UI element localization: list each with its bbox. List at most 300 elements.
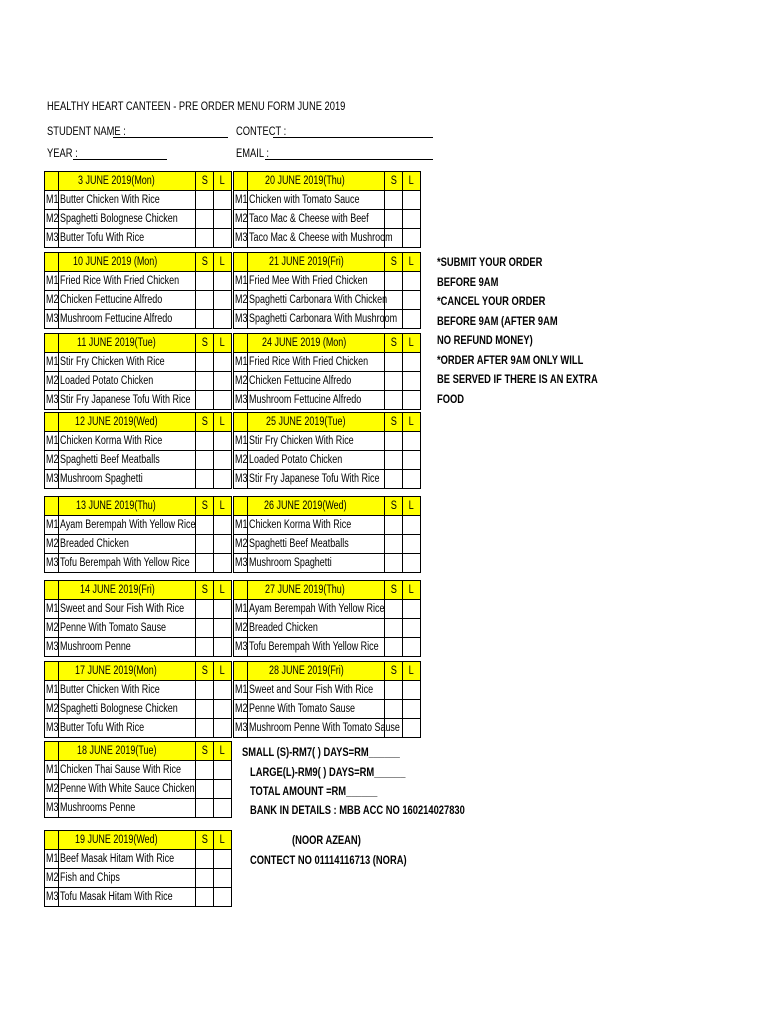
menu-item-name: Chicken Fettucine Alfredo xyxy=(248,372,385,391)
menu-item-name: Taco Mac & Cheese with Beef xyxy=(248,210,385,229)
menu-item-row xyxy=(45,600,232,619)
menu-item-row xyxy=(234,719,421,738)
payment-total: TOTAL AMOUNT =RM______ xyxy=(250,784,378,798)
small-qty-cell[interactable] xyxy=(196,780,214,799)
day-header-row xyxy=(234,662,421,681)
small-qty-cell[interactable] xyxy=(385,638,403,657)
large-qty-cell[interactable] xyxy=(403,700,421,719)
small-qty-cell[interactable] xyxy=(196,869,214,888)
size-large-header: L xyxy=(214,831,232,850)
small-qty-cell[interactable] xyxy=(196,210,214,229)
large-qty-cell[interactable] xyxy=(214,799,232,818)
small-qty-cell[interactable] xyxy=(196,272,214,291)
menu-table xyxy=(233,496,421,573)
menu-code: M3 xyxy=(45,310,59,329)
small-qty-cell[interactable] xyxy=(385,353,403,372)
menu-item-name: Loaded Potato Chicken xyxy=(248,451,385,470)
day-date: 27 JUNE 2019(Thu) xyxy=(248,581,385,600)
note-line: *SUBMIT YOUR ORDER xyxy=(437,255,543,269)
menu-code: M3 xyxy=(234,391,248,410)
menu-item-name: Sweet and Sour Fish With Rice xyxy=(248,681,385,700)
menu-item-name: Mushroom Spaghetti xyxy=(59,470,196,489)
menu-item-name: Fried Rice With Fried Chicken xyxy=(248,353,385,372)
large-qty-cell[interactable] xyxy=(214,600,232,619)
menu-code: M1 xyxy=(45,432,59,451)
menu-code: M3 xyxy=(45,888,59,907)
size-large-header: L xyxy=(214,172,232,191)
large-qty-cell[interactable] xyxy=(214,888,232,907)
menu-table xyxy=(44,333,232,410)
menu-item-row xyxy=(45,432,232,451)
small-qty-cell[interactable] xyxy=(196,850,214,869)
size-large-header: L xyxy=(214,413,232,432)
small-qty-cell[interactable] xyxy=(196,310,214,329)
large-qty-cell[interactable] xyxy=(403,391,421,410)
menu-item-row xyxy=(234,272,421,291)
form-title: HEALTHY HEART CANTEEN - PRE ORDER MENU FORM JUNE 2019 xyxy=(47,99,346,113)
code-cell xyxy=(234,413,248,432)
size-large-header: L xyxy=(403,253,421,272)
size-large-header: L xyxy=(214,662,232,681)
large-qty-cell[interactable] xyxy=(403,516,421,535)
day-header-row xyxy=(45,497,232,516)
code-cell xyxy=(45,413,59,432)
menu-table xyxy=(233,661,421,738)
menu-item-name: Beef Masak Hitam With Rice xyxy=(59,850,196,869)
menu-code: M1 xyxy=(234,516,248,535)
menu-item-row xyxy=(45,888,232,907)
note-line: FOOD xyxy=(437,391,465,406)
small-qty-cell[interactable] xyxy=(385,451,403,470)
menu-item-row xyxy=(45,869,232,888)
menu-item-name: Stir Fry Chicken With Rice xyxy=(59,353,196,372)
menu-item-row xyxy=(45,761,232,780)
menu-item-name: Mushroom Penne With Tomato Sause xyxy=(248,719,385,738)
menu-item-row xyxy=(45,554,232,573)
large-qty-cell[interactable] xyxy=(214,554,232,573)
large-qty-cell[interactable] xyxy=(214,310,232,329)
menu-item-row xyxy=(45,535,232,554)
small-qty-cell[interactable] xyxy=(385,210,403,229)
large-qty-cell[interactable] xyxy=(403,191,421,210)
menu-item-name: Ayam Berempah With Yellow Rice xyxy=(248,600,385,619)
size-large-header: L xyxy=(403,581,421,600)
small-qty-cell[interactable] xyxy=(196,372,214,391)
day-date: 26 JUNE 2019(Wed) xyxy=(248,497,385,516)
small-qty-cell[interactable] xyxy=(196,888,214,907)
size-small-header: S xyxy=(385,253,403,272)
menu-item-name: Penne With Tomato Sause xyxy=(248,700,385,719)
size-small-header: S xyxy=(196,831,214,850)
menu-item-name: Breaded Chicken xyxy=(59,535,196,554)
menu-item-name: Fried Rice With Fried Chicken xyxy=(59,272,196,291)
menu-table xyxy=(233,580,421,657)
menu-item-row xyxy=(234,372,421,391)
year-field[interactable] xyxy=(73,159,167,160)
large-qty-cell[interactable] xyxy=(214,700,232,719)
menu-table xyxy=(44,252,232,329)
small-qty-cell[interactable] xyxy=(385,272,403,291)
small-qty-cell[interactable] xyxy=(385,291,403,310)
day-date: 18 JUNE 2019(Tue) xyxy=(59,742,196,761)
large-qty-cell[interactable] xyxy=(214,535,232,554)
menu-code: M3 xyxy=(45,554,59,573)
code-cell xyxy=(234,662,248,681)
day-header-row xyxy=(234,581,421,600)
menu-item-name: Spaghetti Bolognese Chicken xyxy=(59,700,196,719)
small-qty-cell[interactable] xyxy=(196,291,214,310)
size-large-header: L xyxy=(214,742,232,761)
day-header-row xyxy=(45,742,232,761)
small-qty-cell[interactable] xyxy=(196,535,214,554)
day-date: 24 JUNE 2019 (Mon) xyxy=(248,334,385,353)
payment-large: LARGE(L)-RM9( ) DAYS=RM______ xyxy=(250,765,406,779)
menu-item-name: Tofu Berempah With Yellow Rice xyxy=(248,638,385,657)
large-qty-cell[interactable] xyxy=(214,451,232,470)
small-qty-cell[interactable] xyxy=(196,353,214,372)
menu-item-name: Mushroom Fettucine Alfredo xyxy=(59,310,196,329)
large-qty-cell[interactable] xyxy=(214,780,232,799)
menu-item-row xyxy=(234,191,421,210)
large-qty-cell[interactable] xyxy=(214,761,232,780)
menu-item-row xyxy=(234,451,421,470)
menu-item-row xyxy=(234,700,421,719)
large-qty-cell[interactable] xyxy=(403,638,421,657)
large-qty-cell[interactable] xyxy=(214,353,232,372)
bank-details: BANK IN DETAILS : MBB ACC NO 160214027830 xyxy=(250,803,465,817)
small-qty-cell[interactable] xyxy=(385,619,403,638)
menu-item-name: Butter Chicken With Rice xyxy=(59,191,196,210)
menu-item-name: Chicken Korma With Rice xyxy=(248,516,385,535)
small-qty-cell[interactable] xyxy=(196,719,214,738)
day-block xyxy=(233,580,417,657)
day-block xyxy=(233,412,417,489)
small-qty-cell[interactable] xyxy=(385,391,403,410)
small-qty-cell[interactable] xyxy=(196,391,214,410)
day-date: 11 JUNE 2019(Tue) xyxy=(59,334,196,353)
menu-item-row xyxy=(234,516,421,535)
menu-code: M1 xyxy=(45,600,59,619)
large-qty-cell[interactable] xyxy=(214,229,232,248)
menu-code: M2 xyxy=(234,535,248,554)
menu-table xyxy=(233,171,421,248)
menu-item-row xyxy=(45,799,232,818)
menu-item-row xyxy=(234,353,421,372)
student-name-field[interactable] xyxy=(113,137,228,138)
menu-code: M2 xyxy=(45,780,59,799)
menu-item-row xyxy=(234,638,421,657)
email-field[interactable] xyxy=(265,159,433,160)
menu-item-name: Butter Tofu With Rice xyxy=(59,719,196,738)
menu-item-row xyxy=(45,638,232,657)
code-cell xyxy=(45,581,59,600)
menu-table xyxy=(44,412,232,489)
large-qty-cell[interactable] xyxy=(403,451,421,470)
menu-code: M3 xyxy=(234,310,248,329)
large-qty-cell[interactable] xyxy=(403,619,421,638)
size-small-header: S xyxy=(196,742,214,761)
menu-item-row xyxy=(234,681,421,700)
size-large-header: L xyxy=(403,334,421,353)
size-small-header: S xyxy=(196,497,214,516)
size-large-header: L xyxy=(214,497,232,516)
menu-item-row xyxy=(45,700,232,719)
small-qty-cell[interactable] xyxy=(196,229,214,248)
menu-code: M3 xyxy=(45,229,59,248)
day-block xyxy=(233,661,417,738)
large-qty-cell[interactable] xyxy=(214,272,232,291)
small-qty-cell[interactable] xyxy=(385,372,403,391)
menu-item-name: Spaghetti Carbonara With Mushroom xyxy=(248,310,385,329)
code-cell xyxy=(45,172,59,191)
menu-code: M2 xyxy=(45,451,59,470)
large-qty-cell[interactable] xyxy=(403,554,421,573)
small-qty-cell[interactable] xyxy=(196,554,214,573)
menu-item-name: Fried Mee With Fried Chicken xyxy=(248,272,385,291)
menu-item-name: Penne With Tomato Sause xyxy=(59,619,196,638)
note-line: *CANCEL YOUR ORDER xyxy=(437,294,546,308)
day-block xyxy=(44,741,228,818)
menu-code: M3 xyxy=(234,719,248,738)
menu-code: M3 xyxy=(234,470,248,489)
menu-code: M2 xyxy=(234,619,248,638)
day-date: 25 JUNE 2019(Tue) xyxy=(248,413,385,432)
menu-item-name: Penne With White Sauce Chicken xyxy=(59,780,196,799)
large-qty-cell[interactable] xyxy=(403,719,421,738)
menu-item-row xyxy=(234,291,421,310)
large-qty-cell[interactable] xyxy=(403,272,421,291)
order-notes xyxy=(437,253,643,409)
day-block xyxy=(44,661,228,738)
day-header-row xyxy=(234,497,421,516)
small-qty-cell[interactable] xyxy=(196,600,214,619)
large-qty-cell[interactable] xyxy=(214,719,232,738)
menu-code: M1 xyxy=(234,191,248,210)
large-qty-cell[interactable] xyxy=(214,869,232,888)
menu-item-name: Chicken with Tomato Sauce xyxy=(248,191,385,210)
menu-item-name: Stir Fry Japanese Tofu With Rice xyxy=(248,470,385,489)
large-qty-cell[interactable] xyxy=(403,600,421,619)
large-qty-cell[interactable] xyxy=(214,191,232,210)
large-qty-cell[interactable] xyxy=(214,432,232,451)
email-label: EMAIL : xyxy=(236,146,269,160)
size-small-header: S xyxy=(385,334,403,353)
menu-code: M3 xyxy=(234,638,248,657)
menu-table xyxy=(44,496,232,573)
menu-code: M3 xyxy=(45,638,59,657)
size-small-header: S xyxy=(196,662,214,681)
small-qty-cell[interactable] xyxy=(196,470,214,489)
menu-item-row xyxy=(45,391,232,410)
large-qty-cell[interactable] xyxy=(403,470,421,489)
code-cell xyxy=(234,334,248,353)
day-block xyxy=(233,171,417,248)
small-qty-cell[interactable] xyxy=(385,700,403,719)
small-qty-cell[interactable] xyxy=(385,535,403,554)
menu-item-row xyxy=(45,210,232,229)
size-small-header: S xyxy=(385,497,403,516)
large-qty-cell[interactable] xyxy=(214,470,232,489)
day-date: 17 JUNE 2019(Mon) xyxy=(59,662,196,681)
size-small-header: S xyxy=(196,172,214,191)
large-qty-cell[interactable] xyxy=(214,291,232,310)
small-qty-cell[interactable] xyxy=(385,554,403,573)
menu-item-row xyxy=(234,210,421,229)
menu-item-row xyxy=(234,432,421,451)
day-header-row xyxy=(45,831,232,850)
menu-item-row xyxy=(45,310,232,329)
day-block xyxy=(233,252,417,329)
day-header-row xyxy=(234,172,421,191)
menu-code: M1 xyxy=(45,516,59,535)
menu-item-row xyxy=(234,470,421,489)
large-qty-cell[interactable] xyxy=(403,291,421,310)
code-cell xyxy=(45,253,59,272)
menu-item-row xyxy=(45,850,232,869)
menu-item-name: Spaghetti Beef Meatballs xyxy=(248,535,385,554)
menu-code: M2 xyxy=(234,700,248,719)
small-qty-cell[interactable] xyxy=(385,191,403,210)
size-small-header: S xyxy=(196,253,214,272)
day-date: 12 JUNE 2019(Wed) xyxy=(59,413,196,432)
menu-code: M3 xyxy=(45,719,59,738)
menu-item-row xyxy=(45,451,232,470)
menu-code: M2 xyxy=(234,372,248,391)
small-qty-cell[interactable] xyxy=(196,700,214,719)
code-cell xyxy=(45,334,59,353)
size-small-header: S xyxy=(385,413,403,432)
large-qty-cell[interactable] xyxy=(214,372,232,391)
contact-number: CONTECT NO 01114116713 (NORA) xyxy=(250,853,407,867)
code-cell xyxy=(234,497,248,516)
code-cell xyxy=(234,253,248,272)
code-cell xyxy=(45,662,59,681)
small-qty-cell[interactable] xyxy=(196,451,214,470)
day-block xyxy=(44,580,228,657)
menu-item-name: Spaghetti Beef Meatballs xyxy=(59,451,196,470)
menu-item-name: Tofu Masak Hitam With Rice xyxy=(59,888,196,907)
account-holder: (NOOR AZEAN) xyxy=(292,833,361,847)
small-qty-cell[interactable] xyxy=(385,681,403,700)
menu-item-row xyxy=(45,619,232,638)
large-qty-cell[interactable] xyxy=(214,638,232,657)
note-line: BEFORE 9AM (AFTER 9AM xyxy=(437,313,558,328)
day-date: 3 JUNE 2019(Mon) xyxy=(59,172,196,191)
menu-code: M1 xyxy=(234,681,248,700)
large-qty-cell[interactable] xyxy=(403,535,421,554)
large-qty-cell[interactable] xyxy=(403,229,421,248)
menu-code: M2 xyxy=(45,619,59,638)
day-date: 14 JUNE 2019(Fri) xyxy=(59,581,196,600)
menu-item-row xyxy=(45,353,232,372)
large-qty-cell[interactable] xyxy=(403,310,421,329)
code-cell xyxy=(234,581,248,600)
menu-code: M2 xyxy=(45,535,59,554)
day-date: 19 JUNE 2019(Wed) xyxy=(59,831,196,850)
small-qty-cell[interactable] xyxy=(385,470,403,489)
menu-item-name: Spaghetti Bolognese Chicken xyxy=(59,210,196,229)
small-qty-cell[interactable] xyxy=(196,638,214,657)
day-header-row xyxy=(234,334,421,353)
code-cell xyxy=(45,497,59,516)
menu-item-row xyxy=(45,191,232,210)
menu-code: M2 xyxy=(234,291,248,310)
menu-table xyxy=(233,333,421,410)
menu-item-name: Mushroom Spaghetti xyxy=(248,554,385,573)
large-qty-cell[interactable] xyxy=(403,432,421,451)
large-qty-cell[interactable] xyxy=(214,391,232,410)
menu-code: M1 xyxy=(234,272,248,291)
large-qty-cell[interactable] xyxy=(403,353,421,372)
large-qty-cell[interactable] xyxy=(214,619,232,638)
day-header-row xyxy=(45,581,232,600)
small-qty-cell[interactable] xyxy=(385,432,403,451)
menu-item-name: Stir Fry Chicken With Rice xyxy=(248,432,385,451)
day-header-row xyxy=(234,253,421,272)
menu-table xyxy=(233,252,421,329)
note-line: BEFORE 9AM xyxy=(437,274,499,289)
menu-item-name: Sweet and Sour Fish With Rice xyxy=(59,600,196,619)
payment-small: SMALL (S)-RM7( ) DAYS=RM______ xyxy=(242,745,400,759)
menu-item-name: Spaghetti Carbonara With Chicken xyxy=(248,291,385,310)
contact-field[interactable] xyxy=(273,137,433,138)
day-date: 13 JUNE 2019(Thu) xyxy=(59,497,196,516)
menu-table xyxy=(44,171,232,248)
size-large-header: L xyxy=(214,581,232,600)
menu-item-name: Fish and Chips xyxy=(59,869,196,888)
size-large-header: L xyxy=(403,172,421,191)
menu-code: M3 xyxy=(45,391,59,410)
day-date: 21 JUNE 2019(Fri) xyxy=(248,253,385,272)
small-qty-cell[interactable] xyxy=(385,600,403,619)
menu-code: M1 xyxy=(45,191,59,210)
day-header-row xyxy=(45,662,232,681)
day-date: 20 JUNE 2019(Thu) xyxy=(248,172,385,191)
small-qty-cell[interactable] xyxy=(385,516,403,535)
small-qty-cell[interactable] xyxy=(196,432,214,451)
large-qty-cell[interactable] xyxy=(214,681,232,700)
size-large-header: L xyxy=(214,334,232,353)
large-qty-cell[interactable] xyxy=(214,516,232,535)
large-qty-cell[interactable] xyxy=(214,850,232,869)
large-qty-cell[interactable] xyxy=(214,210,232,229)
small-qty-cell[interactable] xyxy=(196,681,214,700)
small-qty-cell[interactable] xyxy=(196,761,214,780)
large-qty-cell[interactable] xyxy=(403,372,421,391)
day-block xyxy=(44,830,228,907)
day-header-row xyxy=(45,413,232,432)
small-qty-cell[interactable] xyxy=(196,799,214,818)
menu-item-name: Stir Fry Japanese Tofu With Rice xyxy=(59,391,196,410)
size-large-header: L xyxy=(403,497,421,516)
day-block xyxy=(44,333,228,410)
menu-code: M1 xyxy=(45,353,59,372)
day-header-row xyxy=(45,253,232,272)
menu-table xyxy=(44,830,232,907)
large-qty-cell[interactable] xyxy=(403,210,421,229)
size-large-header: L xyxy=(403,413,421,432)
small-qty-cell[interactable] xyxy=(196,516,214,535)
menu-item-row xyxy=(234,600,421,619)
small-qty-cell[interactable] xyxy=(196,619,214,638)
menu-item-row xyxy=(45,272,232,291)
menu-code: M2 xyxy=(234,451,248,470)
code-cell xyxy=(45,831,59,850)
large-qty-cell[interactable] xyxy=(403,681,421,700)
small-qty-cell[interactable] xyxy=(196,191,214,210)
menu-code: M1 xyxy=(234,432,248,451)
menu-code: M3 xyxy=(234,554,248,573)
